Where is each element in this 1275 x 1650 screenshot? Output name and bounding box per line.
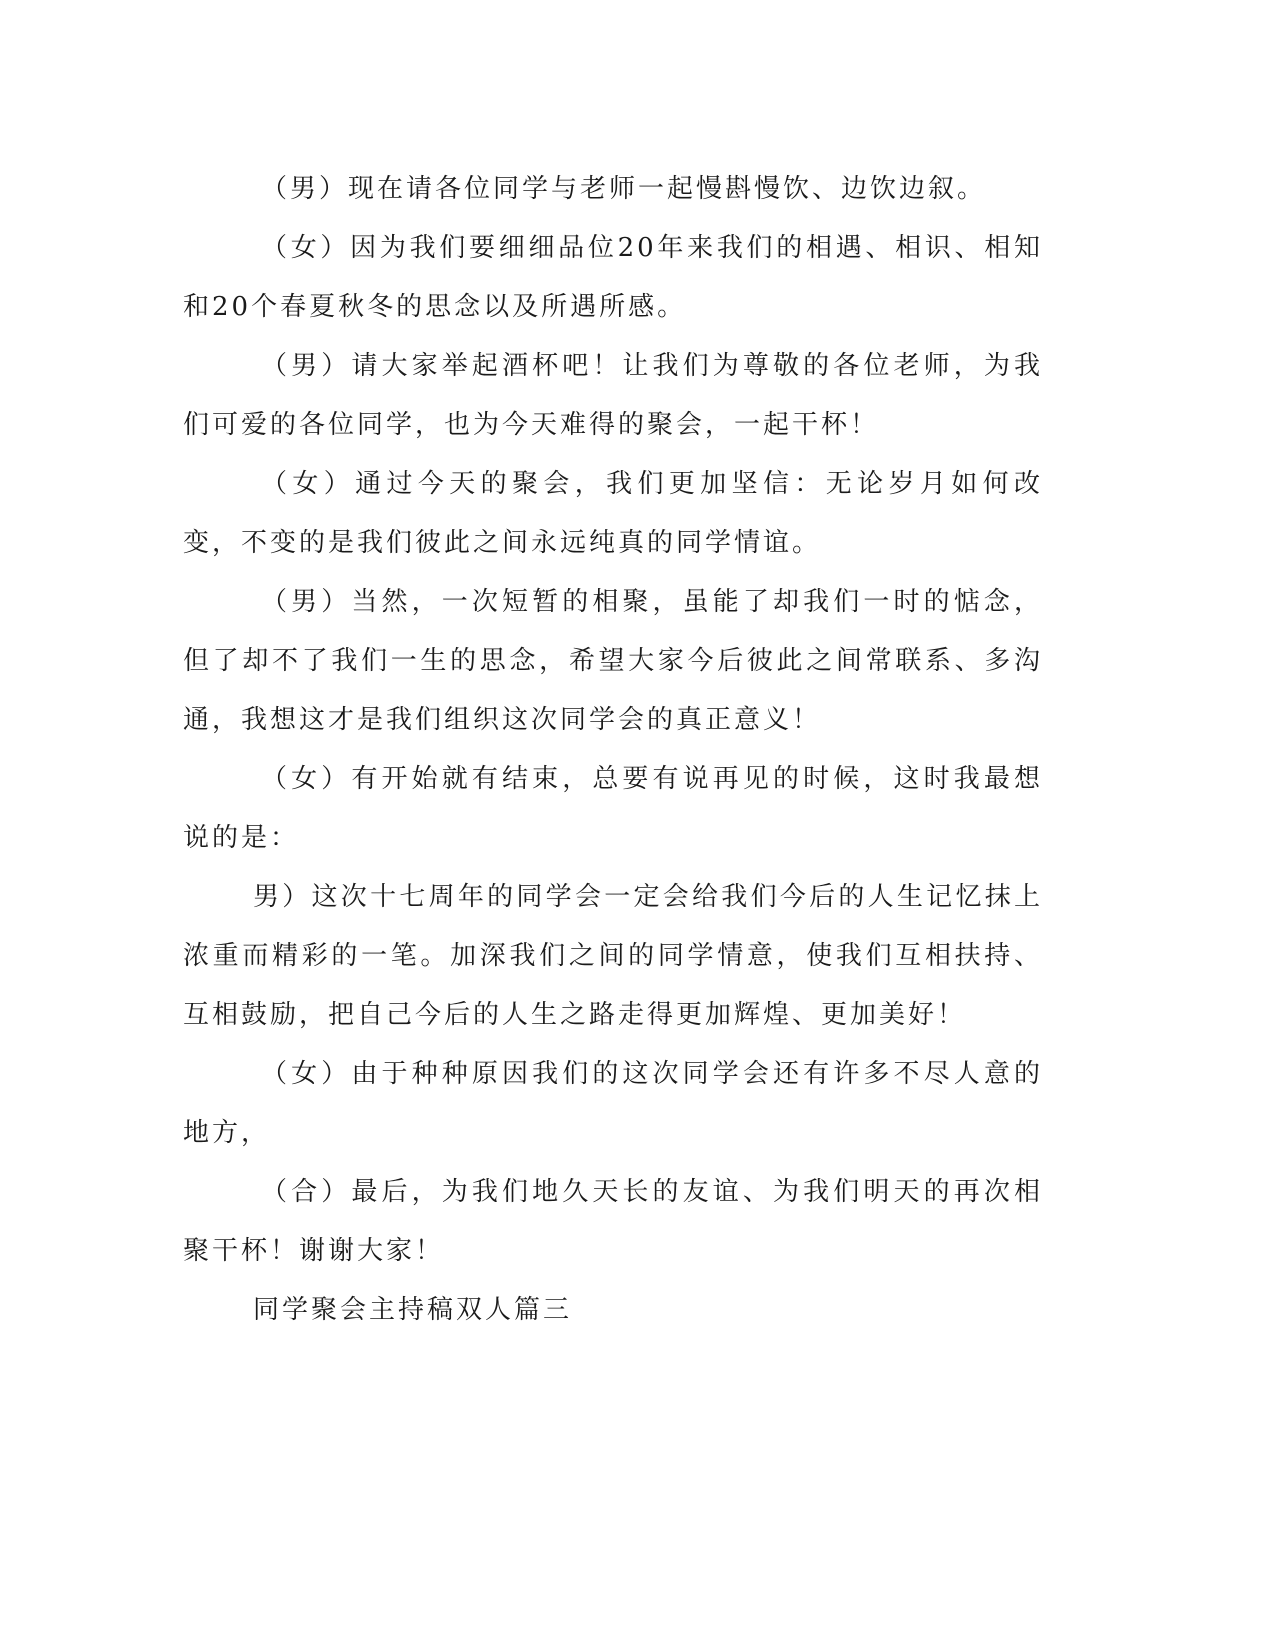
section-heading: 同学聚会主持稿双人篇三 — [253, 1295, 573, 1325]
paragraph-6: （女）有开始就有结束，总要有说再见的时候，这时我最想说的是： — [183, 764, 1043, 853]
paragraph-5: （男）当然，一次短暂的相聚，虽能了却我们一时的惦念，但了却不了我们一生的思念，希望大家今后彼此之间常联系、多沟通，我想这才是我们组织这次同学会的真正意义！ — [183, 587, 1043, 735]
paragraph-4: （女）通过今天的聚会，我们更加坚信：无论岁月如何改变，不变的是我们彼此之间永远纯真的同学情谊。 — [183, 469, 1043, 558]
paragraph-2: （女）因为我们要细细品位20年来我们的相遇、相识、相知和20个春夏秋冬的思念以及所遇所感。 — [183, 233, 1043, 322]
paragraph-9: （合）最后，为我们地久天长的友谊、为我们明天的再次相聚干杯！谢谢大家！ — [183, 1177, 1043, 1266]
paragraph-8: （女）由于种种原因我们的这次同学会还有许多不尽人意的地方， — [183, 1059, 1043, 1148]
paragraph-3: （男）请大家举起酒杯吧！让我们为尊敬的各位老师，为我们可爱的各位同学，也为今天难得的聚会，一起干杯！ — [183, 351, 1043, 440]
paragraph-7: 男）这次十七周年的同学会一定会给我们今后的人生记忆抹上浓重而精彩的一笔。加深我们之间的同学情意，使我们互相扶持、互相鼓励，把自己今后的人生之路走得更加辉煌、更加美好！ — [183, 882, 1043, 1030]
document-body — [183, 160, 1043, 1340]
paragraph-1: （男）现在请各位同学与老师一起慢斟慢饮、边饮边叙。 — [261, 174, 987, 204]
